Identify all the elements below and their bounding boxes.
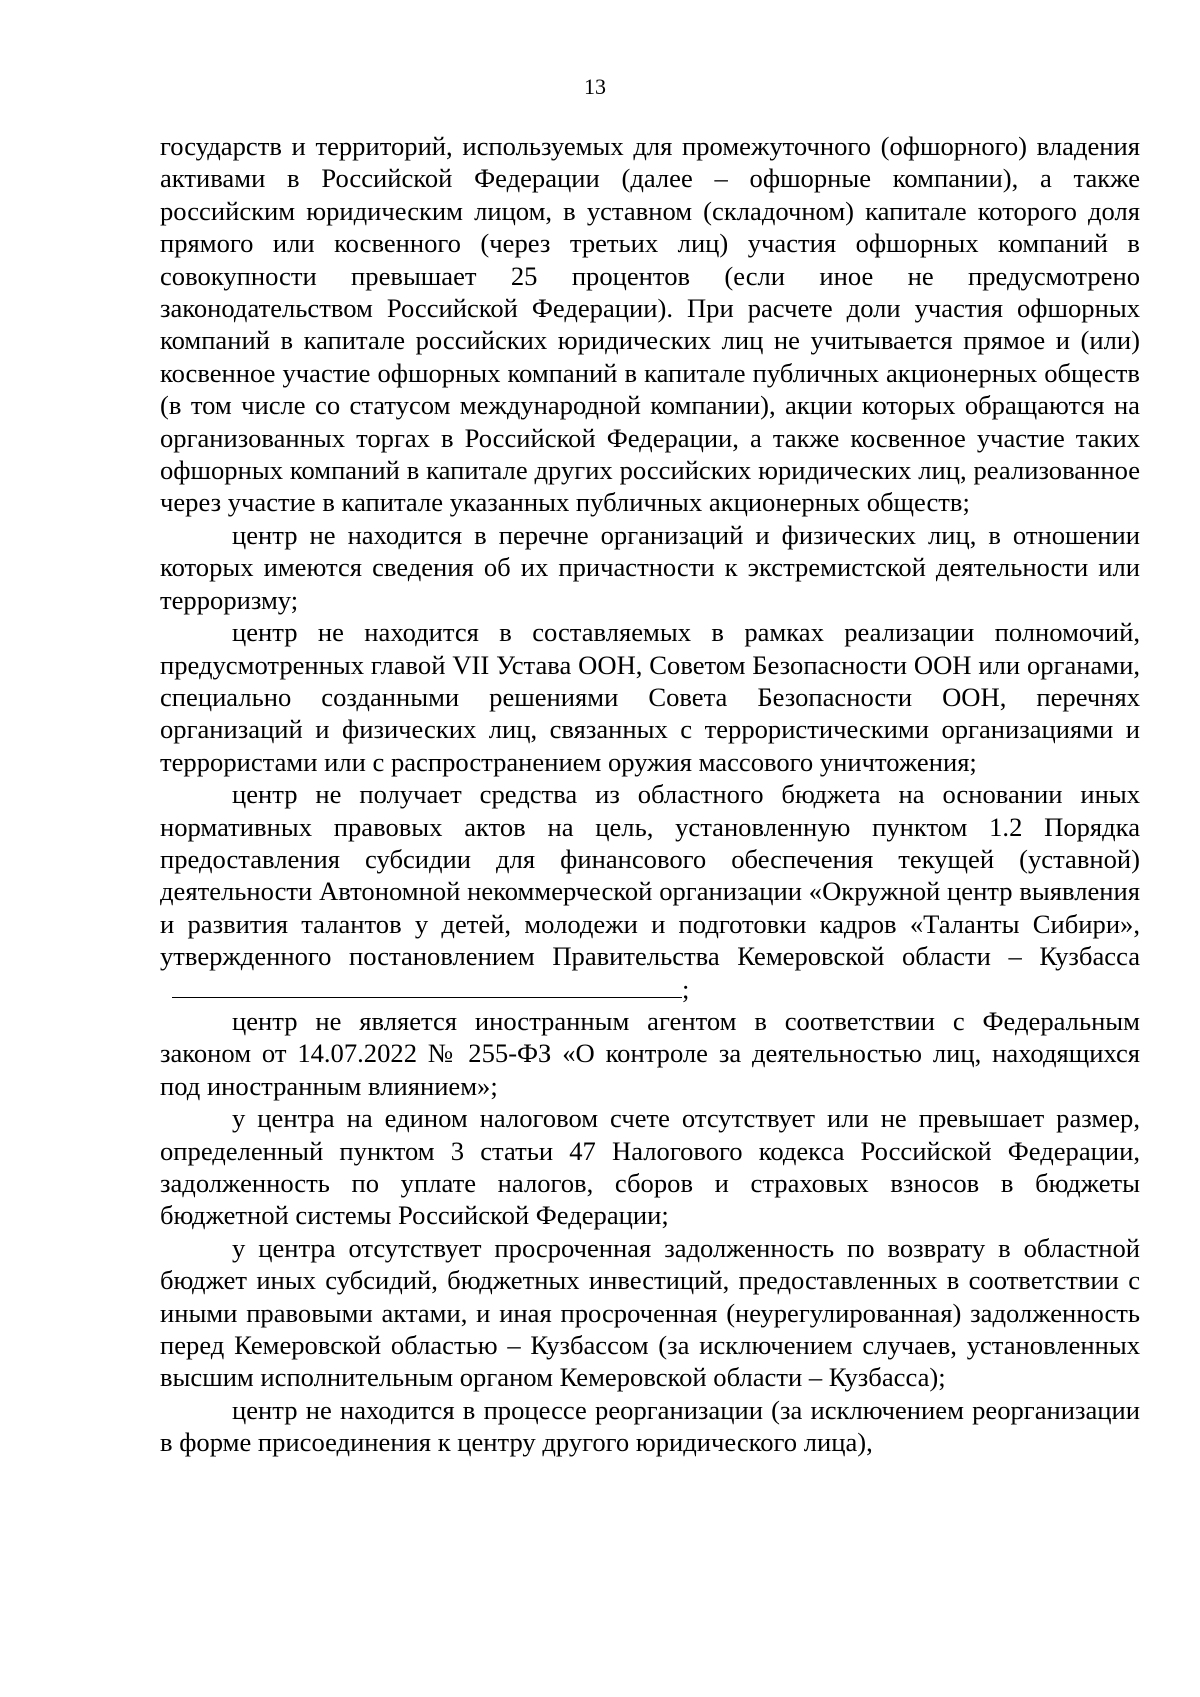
blank-fill-line: [172, 975, 682, 998]
paragraph-reorganization: центр не находится в процессе реорганизации (за исключением реорганизации в форме присоединения к центру другого юридического лица),: [160, 1394, 1140, 1458]
document-body: [160, 130, 1140, 1459]
paragraph-regional-budget-funds-text: центр не получает средства из областного бюджета на основании иных нормативных правовых актов на цель, установленную пунктом 1.2 Порядка предоставления субсидии для финансового обеспечения текущей (уставной) деятельности Автономной некоммерческой организации «Окружной центр выявления и развития талантов у детей, молодежи и подготовки кадров «Таланты Сибири», утвержденного постановлением Правительства Кемеровской области – Кузбасса: [160, 779, 1140, 972]
page-number: 13: [584, 74, 606, 99]
paragraph-regional-budget-funds: [160, 778, 1140, 1005]
paragraph-extremism-list: центр не находится в перечне организаций и физических лиц, в отношении которых имеются сведения об их причастности к экстремистской деятельности или терроризму;: [160, 519, 1140, 615]
paragraph-tax-debt: у центра на едином налоговом счете отсутствует или не превышает размер, определенный пунктом 3 статьи 47 Налогового кодекса Российской Федерации, задолженность по уплате налогов, сборов и страховых взносов в бюджеты бюджетной системы Российской Федерации;: [160, 1103, 1140, 1231]
paragraph-regional-budget-funds-tail: ;: [682, 973, 690, 1004]
paragraph-foreign-agent: центр не является иностранным агентом в соответствии с Федеральным законом от 14.07.2022 № 255-ФЗ «О контроле за деятельностью лиц, находящихся под иностранным влиянием»;: [160, 1005, 1140, 1101]
paragraph-un-sanctions-list: центр не находится в составляемых в рамках реализации полномочий, предусмотренных главой VII Устава ООН, Советом Безопасности ООН или органами, специально созданными решениями Совета Безопасности ООН, перечнях организаций и физических лиц, связанных с террористическими организациями и террористами или с распространением оружия массового уничтожения;: [160, 617, 1140, 777]
paragraph-offshore-companies: государств и территорий, используемых для промежуточного (офшорного) владения активами в Российской Федерации (далее – офшорные компании), а также российским юридическим лицом, в уставном (складочном) капитале которого доля прямого или косвенного (через третьих лиц) участия офшорных компаний в совокупности превышает 25 процентов (если иное не предусмотрено законодательством Российской Федерации). При расчете доли участия офшорных компаний в капитале российских юридических лиц не учитывается прямое и (или) косвенное участие офшорных компаний в капитале публичных акционерных обществ (в том числе со статусом международной компании), акции которых обращаются на организованных торгах в Российской Федерации, а также косвенное участие таких офшорных компаний в капитале других российских юридических лиц, реализованное через участие в капитале указанных публичных акционерных обществ;: [160, 131, 1140, 518]
paragraph-overdue-debt: у центра отсутствует просроченная задолженность по возврату в областной бюджет иных субсидий, бюджетных инвестиций, предоставленных в соответствии с иными правовыми актами, и иная просроченная (неурегулированная) задолженность перед Кемеровской областью – Кузбассом (за исключением случаев, установленных высшим исполнительным органом Кемеровской области – Кузбасса);: [160, 1232, 1140, 1393]
